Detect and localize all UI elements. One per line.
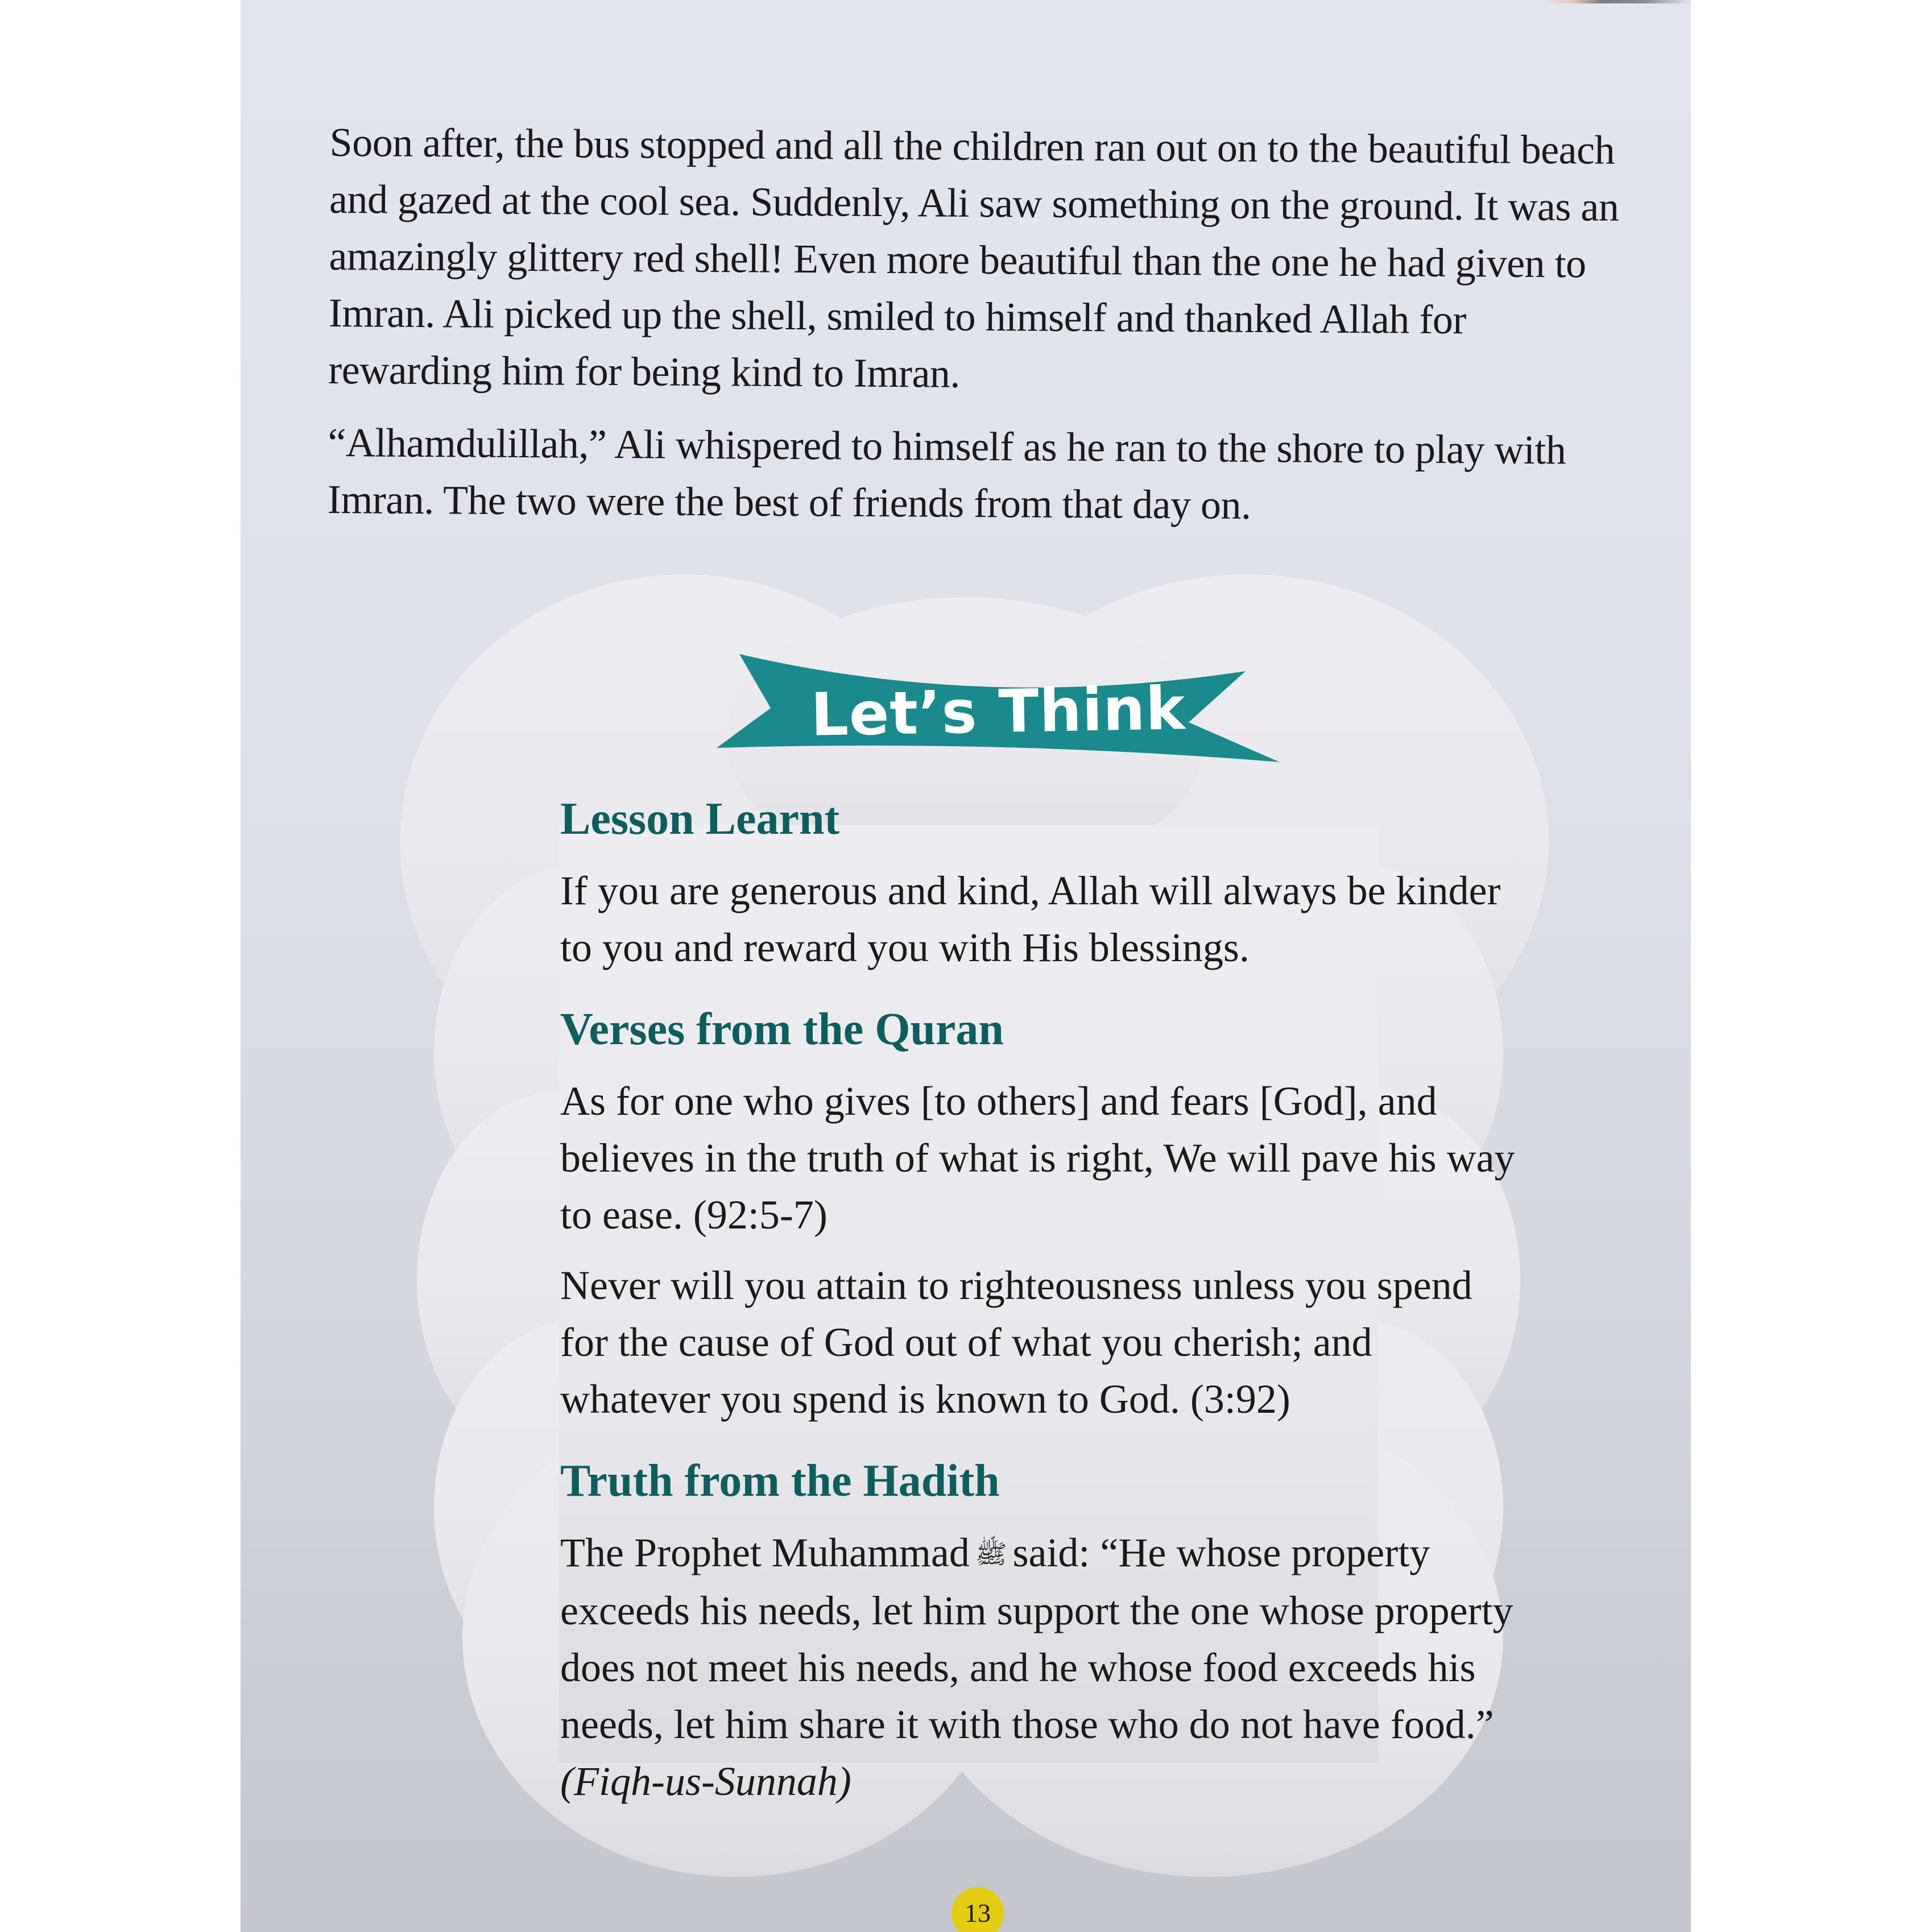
verse-paragraph: Never will you attain to righteousness unless you spend for the cause of God out of what you cherish; and whatever you spend is known to God. (3:92) (560, 1263, 1472, 1422)
honorific-icon: ﷺ (975, 1538, 1007, 1569)
story-paragraph: Soon after, the bus stopped and all the children ran out on to the beautiful beach and gazed at the cool sea. Suddenly, Ali saw something on the ground. It was an amazingly glittery red shell! Even more beautiful than the one he had given to Imran. Ali picked up the shell, smiled to himself and thanked Allah for rewarding him for being kind to Imran. (328, 119, 1619, 396)
section-truth-hadith (560, 1453, 1527, 1810)
section-paragraph: If you are generous and kind, Allah will always be kinder to you and reward you with His blessings. (560, 868, 1501, 970)
banner-title: Let’s Think (810, 673, 1186, 750)
book-page (241, 0, 1691, 1932)
page-number-badge: 13 (951, 1887, 1004, 1932)
hadith-intro: The Prophet Muhammad (560, 1530, 970, 1575)
section-heading: Lesson Learnt (560, 794, 840, 844)
hadith-paragraph (560, 1524, 1527, 1810)
lets-think-banner (717, 648, 1280, 773)
hadith-source: (Fiqh-us-Sunnah) (560, 1759, 851, 1804)
hadith-quote: said: “He whose property exceeds his needs, let him support the one whose property does not meet his needs, and he whose food exceeds his needs, let him share it with those who do not have food.” (560, 1530, 1513, 1747)
section-heading: Verses from the Quran (560, 1004, 1004, 1054)
section-verses-quran (560, 1001, 1527, 1428)
verse-paragraph: As for one who gives [to others] and fears [God], and believes in the truth of what is right, We will pave his way to ease. (92:5-7) (560, 1078, 1515, 1238)
section-lesson-learnt (560, 791, 1527, 976)
lets-think-content (560, 791, 1527, 1835)
story-paragraph: “Alhamdulillah,” Ali whispered to himself as he ran to the shore to play with Imran. The two were the best of friends from that day on. (327, 419, 1566, 528)
section-heading: Truth from the Hadith (560, 1456, 1000, 1506)
